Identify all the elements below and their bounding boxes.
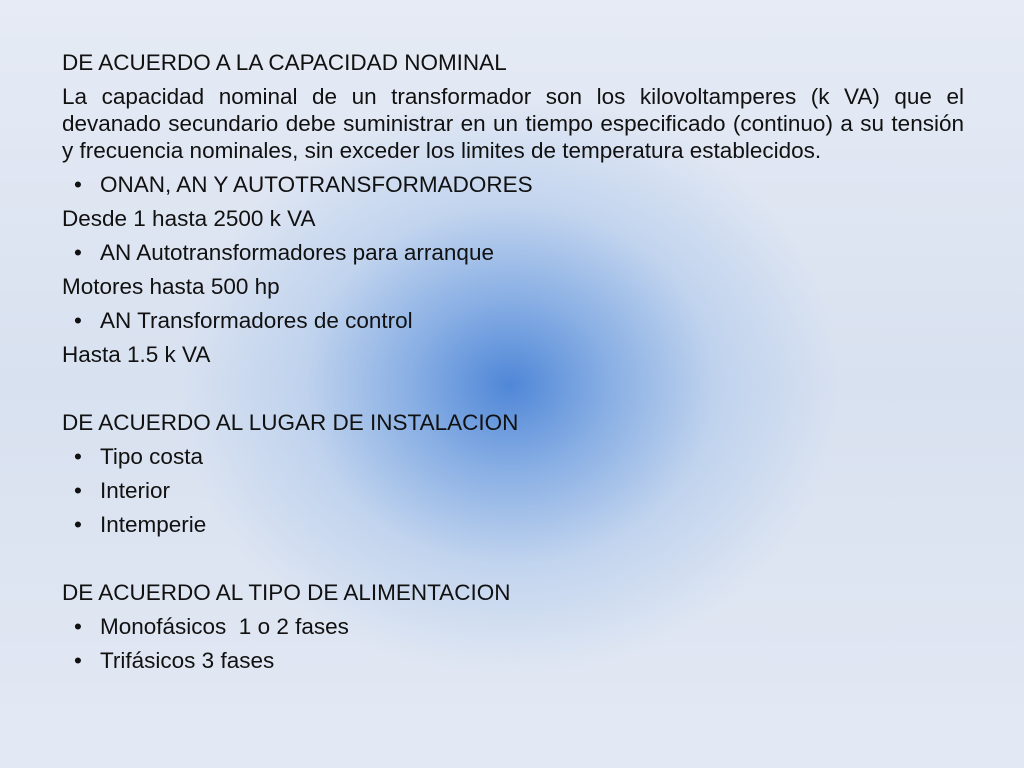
bullet-text: Trifásicos 3 fases xyxy=(100,648,275,673)
bullet-item xyxy=(62,307,964,341)
bullet-icon: • xyxy=(74,444,82,469)
bullet-item xyxy=(62,511,964,545)
bullet-icon: • xyxy=(74,240,82,265)
bullet-item xyxy=(62,647,964,681)
section-heading-lugar: DE ACUERDO AL LUGAR DE INSTALACION xyxy=(62,410,519,435)
spacer xyxy=(62,545,964,579)
bullet-item xyxy=(62,239,964,273)
bullet-item xyxy=(62,477,964,511)
bullet-text: Monofásicos 1 o 2 fases xyxy=(100,614,349,639)
bullet-icon: • xyxy=(74,478,82,503)
bullet-text: Interior xyxy=(100,478,171,503)
bullet-item xyxy=(62,613,964,647)
bullet-text: Tipo costa xyxy=(100,444,203,469)
bullet-icon: • xyxy=(74,308,82,333)
section-heading-alimentacion: DE ACUERDO AL TIPO DE ALIMENTACION xyxy=(62,580,511,605)
capacidad-paragraph: La capacidad nominal de un transformador son los kilovoltamperes (k VA) que el devanado secundario debe suministrar en un tiempo especificado (continuo) a su tensión y frecuencia nominales, sin exceder los limites de temperatura establecidos. xyxy=(62,84,964,163)
section-heading-capacidad: DE ACUERDO A LA CAPACIDAD NOMINAL xyxy=(62,50,507,75)
slide-body xyxy=(62,49,964,681)
bullet-text: AN Transformadores de control xyxy=(100,308,413,333)
bullet-item xyxy=(62,443,964,477)
bullet-icon: • xyxy=(74,512,82,537)
bullet-icon: • xyxy=(74,614,82,639)
bullet-text: Intemperie xyxy=(100,512,207,537)
bullet-icon: • xyxy=(74,648,82,673)
item-detail: Desde 1 hasta 2500 k VA xyxy=(62,206,316,231)
bullet-icon: • xyxy=(74,172,82,197)
spacer xyxy=(62,375,964,409)
bullet-text: ONAN, AN Y AUTOTRANSFORMADORES xyxy=(100,172,533,197)
item-detail: Motores hasta 500 hp xyxy=(62,274,280,299)
bullet-item xyxy=(62,171,964,205)
bullet-text: AN Autotransformadores para arranque xyxy=(100,240,494,265)
item-detail: Hasta 1.5 k VA xyxy=(62,342,211,367)
